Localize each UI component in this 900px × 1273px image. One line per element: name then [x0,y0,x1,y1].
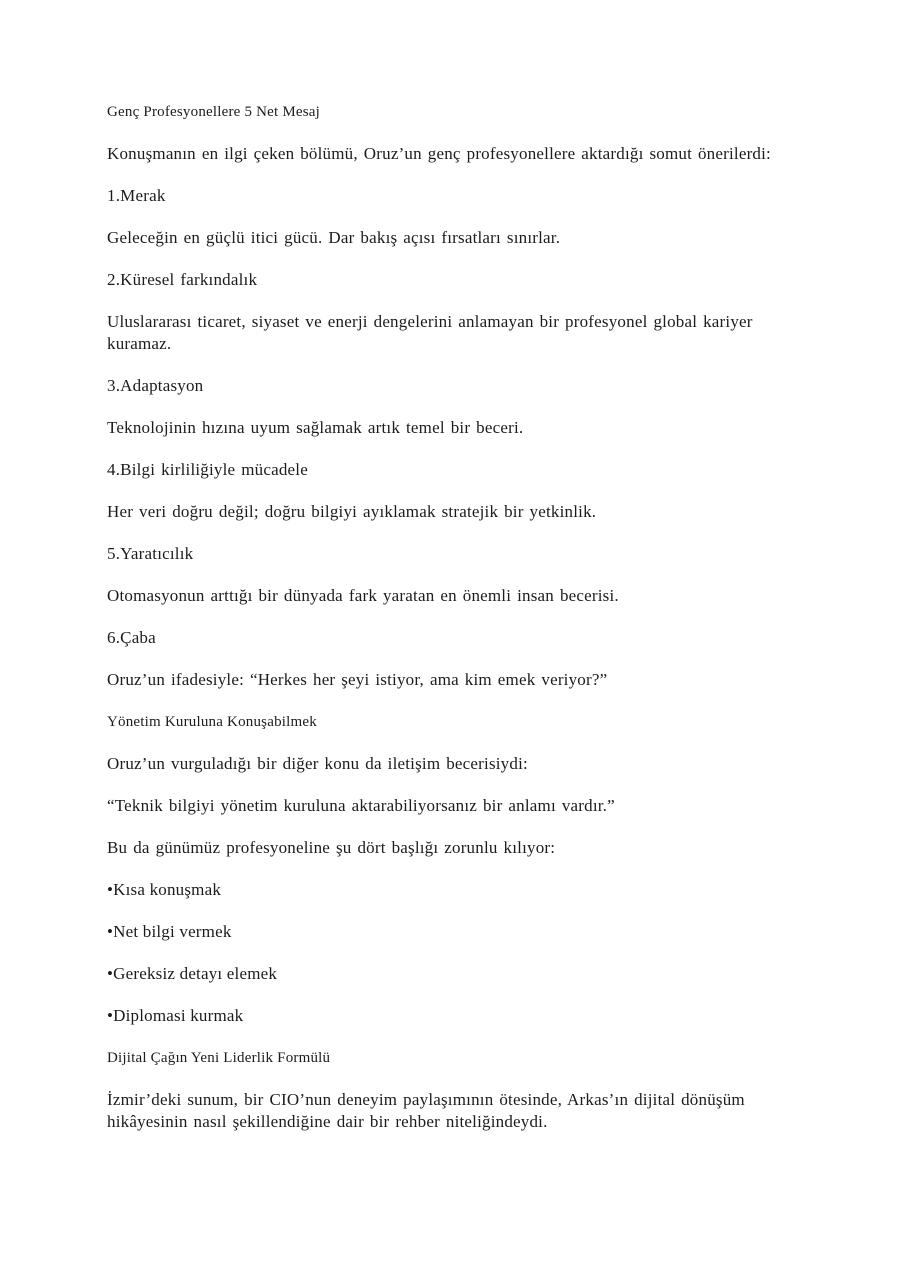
paragraph: Oruz’un ifadesiyle: “Herkes her şeyi istiyor, ama kim emek veriyor?” [107,670,608,689]
section-heading: Genç Profesyonellere 5 Net Mesaj [107,104,320,120]
paragraph: Bu da günümüz profesyoneline şu dört başlığı zorunlu kılıyor: [107,838,556,857]
bullet-item: •Net bilgi vermek [107,922,232,941]
section-heading: Dijital Çağın Yeni Liderlik Formülü [107,1050,331,1066]
paragraph: Konuşmanın en ilgi çeken bölümü, Oruz’un genç profesyonellere aktardığı somut önerilerdi: [107,144,771,163]
paragraph: 6.Çaba [107,628,156,647]
paragraph: İzmir’deki sunum, bir CIO’nun deneyim paylaşımının ötesinde, Arkas’ın dijital dönüşüm hikâyesinin nasıl şekillendiğine dair bir rehber niteliğindeydi. [107,1090,745,1131]
paragraph: 1.Merak [107,186,166,205]
paragraph: Her veri doğru değil; doğru bilgiyi ayıklamak stratejik bir yetkinlik. [107,502,597,521]
paragraph: Teknolojinin hızına uyum sağlamak artık temel bir beceri. [107,418,524,437]
bullet-item: •Kısa konuşmak [107,880,222,899]
paragraph: Geleceğin en güçlü itici gücü. Dar bakış açısı fırsatları sınırlar. [107,228,561,247]
paragraph: Oruz’un vurguladığı bir diğer konu da iletişim becerisiydi: [107,754,528,773]
paragraph: “Teknik bilgiyi yönetim kuruluna aktarabiliyorsanız bir anlamı vardır.” [107,796,615,815]
paragraph: Otomasyonun arttığı bir dünyada fark yaratan en önemli insan becerisi. [107,586,619,605]
bullet-item: •Diplomasi kurmak [107,1006,244,1025]
paragraph: 4.Bilgi kirliliğiyle mücadele [107,460,308,479]
section-heading: Yönetim Kuruluna Konuşabilmek [107,714,317,730]
paragraph: 3.Adaptasyon [107,376,204,395]
paragraph: 5.Yaratıcılık [107,544,194,563]
paragraph: Uluslararası ticaret, siyaset ve enerji dengelerini anlamayan bir profesyonel global kariyer kuramaz. [107,312,753,353]
paragraph: 2.Küresel farkındalık [107,270,258,289]
bullet-item: •Gereksiz detayı elemek [107,964,278,983]
